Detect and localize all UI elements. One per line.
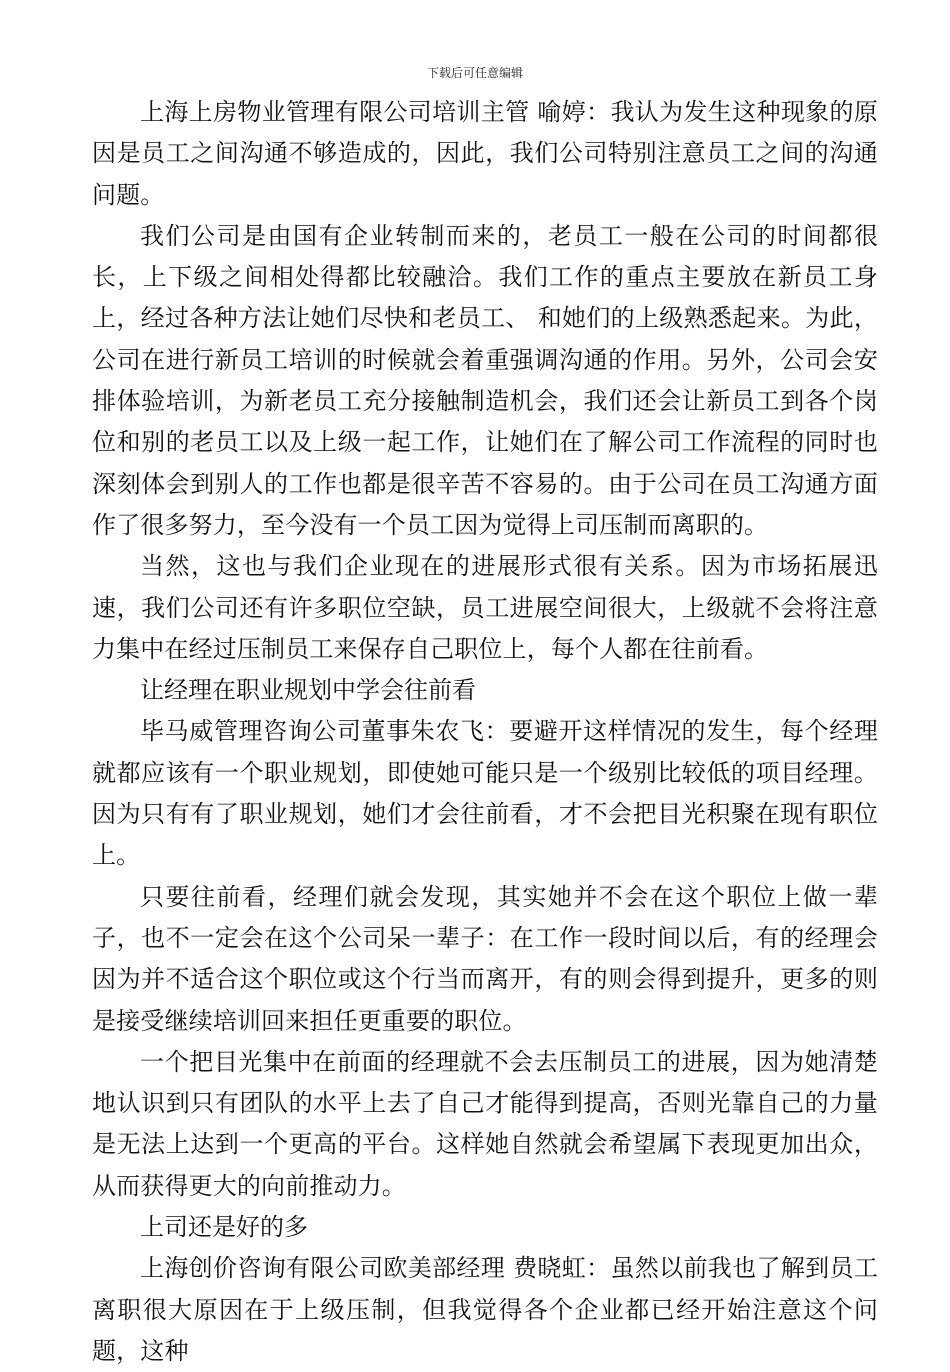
paragraph: 只要往前看，经理们就会发现，其实她并不会在这个职位上做一辈子，也不一定会在这个公司呆一辈子：在工作一段时间以后，有的经理会因为并不适合这个职位或这个行当而离开，有的则会得到提升，更多的则是接受继续培训回来担任更重要的职位。 [92,882,878,1035]
paragraph: 上海创价咨询有限公司欧美部经理 费晓虹：虽然以前我也了解到员工离职很大原因在于上级压制，但我觉得各个企业都已经开始注意这个问题，这种 [92,1254,878,1365]
document-body [92,92,878,1372]
section-heading: 让经理在职业规划中学会往前看 [140,676,476,705]
paragraph: 毕马威管理咨询公司董事朱农飞：要避开这样情况的发生，每个经理就都应该有一个职业规划，即使她可能只是一个级别比较低的项目经理。因为只有有了职业规划，她们才会往前看，才不会把目光积聚在现有职位上。 [92,717,878,870]
paragraph: 一个把目光集中在前面的经理就不会去压制员工的进展，因为她清楚地认识到只有团队的水平上去了自己才能得到提高，否则光靠自己的力量是无法上达到一个更高的平台。这样她自然就会希望属下表现更加出众，从而获得更大的向前推动力。 [92,1047,878,1200]
paragraph: 我们公司是由国有企业转制而来的，老员工一般在公司的时间都很长，上下级之间相处得都比较融洽。我们工作的重点主要放在新员工身上，经过各种方法让她们尽快和老员工、 和她们的上级熟悉起来。为此，公司在进行新员工培训的时候就会着重强调沟通的作用。另外，公司会安排体验培训，为新老员工充分接触制造机会，我们还会让新员工到各个岗位和别的老员工以及上级一起工作，让她们在了解公司工作流程的同时也深刻体会到别人的工作也都是很辛苦不容易的。由于公司在员工沟通方面作了很多努力，至今没有一个员工因为觉得上司压制而离职的。 [92,221,878,539]
paragraph: 当然，这也与我们企业现在的进展形式很有关系。因为市场拓展迅速，我们公司还有许多职位空缺，员工进展空间很大，上级就不会将注意力集中在经过压制员工来保存自己职位上，每个人都在往前看。 [92,552,878,663]
section-heading: 上司还是好的多 [140,1213,308,1242]
paragraph: 上海上房物业管理有限公司培训主管 喻婷：我认为发生这种现象的原因是员工之间沟通不够造成的，因此，我们公司特别注意员工之间的沟通问题。 [92,98,878,209]
header-note: 下载后可任意编辑 [426,66,523,80]
